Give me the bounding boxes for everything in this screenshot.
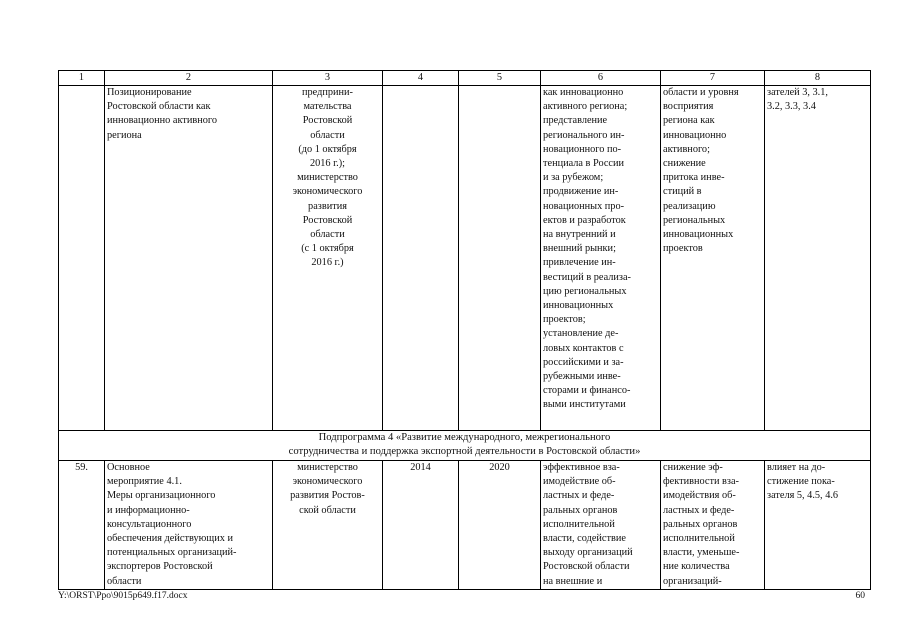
column-number: 4 (383, 71, 459, 86)
text-line: развития Ростов- (290, 490, 365, 502)
text-line: региональных (663, 214, 726, 226)
text-line: снижение эф- (663, 462, 723, 473)
text-line: стижение пока- (767, 476, 835, 488)
start-year-cell (383, 86, 459, 431)
subprogram-row (59, 431, 871, 461)
consequences-cell (661, 86, 765, 431)
text-line: региона (107, 129, 142, 141)
text-line: проектов; (543, 314, 586, 326)
text-line: Ростовской (302, 214, 353, 226)
text-line: потенциальных организаций- (107, 547, 237, 559)
text-line: российскими и за- (543, 356, 624, 368)
text-line: регионального ин- (543, 129, 625, 141)
expected-result-cell (541, 86, 661, 431)
text-line: притока инве- (663, 172, 725, 184)
table-row (59, 461, 871, 590)
start-year-cell: 2014 (383, 461, 459, 590)
text-line: имодействие об- (543, 476, 616, 488)
text-line: министерство (297, 172, 358, 184)
text-line: привлечение ин- (543, 257, 616, 269)
text-line: внешний рынки; (543, 243, 616, 255)
text-line: выми институтами (543, 399, 626, 411)
column-number: 1 (59, 71, 105, 86)
column-number: 6 (541, 71, 661, 86)
text-line: области (107, 575, 142, 587)
footer-file-path: Y:\ORST\Ppo\9015p649.f17.docx (58, 591, 188, 601)
text-line: 3.2, 3.3, 3.4 (767, 101, 816, 113)
text-line: исполнительной (663, 533, 735, 545)
text-line: Ростовской (302, 115, 353, 127)
text-line: имодействия об- (663, 490, 736, 502)
text-line: ектов и разработок (543, 214, 626, 226)
text-line: тенциала в России (543, 158, 625, 170)
text-line: ральных органов (663, 518, 738, 530)
indicator-link-cell (765, 86, 871, 431)
text-line: как инновационно (543, 87, 624, 98)
text-line: выходу организаций (543, 547, 633, 559)
column-number: 7 (661, 71, 765, 86)
text-line: активного региона; (543, 101, 628, 113)
text-line: Позиционирование (107, 87, 192, 98)
text-line: активного; (663, 143, 710, 155)
text-line: зателей 3, 3.1, (767, 87, 828, 98)
executor-cell (273, 86, 383, 431)
text-line: влияет на до- (767, 462, 826, 473)
text-line: вестиций в реализа- (543, 271, 631, 283)
text-line: цию региональных (543, 285, 627, 297)
measure-name-cell (105, 86, 273, 431)
text-line: власти, уменьше- (663, 547, 740, 559)
text-line: (с 1 октября (301, 243, 354, 255)
row-number-cell: 59. (59, 461, 105, 590)
text-line: организаций- (663, 575, 722, 587)
text-line: министерство (297, 462, 358, 473)
text-line: экономического (292, 476, 363, 488)
text-line: стиций в (663, 186, 702, 198)
text-line: консультационного (107, 518, 192, 530)
text-line: и за рубежом; (543, 172, 604, 184)
text-line: предприни- (302, 87, 353, 98)
text-line: и информационно- (107, 504, 190, 516)
text-line: сотрудничества и поддержка экспортной деятельности в Ростовской области» (288, 446, 641, 457)
text-line: снижение (663, 158, 706, 170)
text-line: инновационных (663, 229, 734, 241)
text-line: ластных и феде- (543, 490, 615, 502)
text-line: исполнительной (543, 518, 615, 530)
end-year-cell (459, 86, 541, 431)
text-line: инновационно активного (107, 115, 217, 127)
text-line: Основное (107, 462, 150, 473)
page-number: 60 (855, 591, 865, 601)
text-line: инновационно (663, 129, 727, 141)
text-line: фективности вза- (663, 476, 739, 488)
text-line: мательства (303, 101, 352, 113)
text-line: 2016 г.); (309, 158, 346, 170)
text-line: реализацию (663, 200, 716, 212)
subprogram-title (59, 431, 871, 461)
text-line: области (310, 129, 345, 141)
column-number: 2 (105, 71, 273, 86)
column-number: 3 (273, 71, 383, 86)
text-line: на внешние и (543, 575, 603, 587)
text-line: сторами и финансо- (543, 385, 631, 397)
text-line: области и уровня (663, 87, 739, 98)
expected-result-cell (541, 461, 661, 590)
text-line: мероприятие 4.1. (107, 476, 182, 488)
column-number-row (59, 71, 871, 86)
text-line: эффективное вза- (543, 462, 620, 473)
text-line: 2016 г.) (311, 257, 344, 269)
text-line: Подпрограмма 4 «Развитие международного, межрегионального (318, 432, 611, 443)
text-line: установление де- (543, 328, 619, 340)
row-number-cell (59, 86, 105, 431)
indicator-link-cell (765, 461, 871, 590)
text-line: рубежными инве- (543, 371, 621, 383)
text-line: восприятия (663, 101, 714, 113)
measure-name-cell (105, 461, 273, 590)
text-line: продвижение ин- (543, 186, 619, 198)
executor-cell (273, 461, 383, 590)
text-line: (до 1 октября (298, 143, 357, 155)
column-number: 8 (765, 71, 871, 86)
table-row (59, 86, 871, 431)
text-line: экономического (292, 186, 363, 198)
text-line: развития (308, 200, 347, 212)
text-line: зателя 5, 4.5, 4.6 (767, 490, 839, 502)
text-line: обеспечения действующих и (107, 533, 233, 545)
text-line: области (310, 229, 345, 241)
text-line: региона как (663, 115, 715, 127)
text-line: ральных органов (543, 504, 618, 516)
text-line: Ростовской области как (107, 101, 211, 113)
text-line: на внутренний и (543, 229, 616, 241)
text-line: Меры организационного (107, 490, 216, 502)
text-line: ние количества (663, 561, 730, 573)
text-line: власти, содействие (543, 533, 626, 545)
text-line: ластных и феде- (663, 504, 735, 516)
text-line: экспортеров Ростовской (107, 561, 213, 573)
text-line: новационного по- (543, 143, 622, 155)
text-line: представление (543, 115, 608, 127)
measures-table (58, 70, 871, 590)
text-line: Ростовской области (543, 561, 630, 573)
end-year-cell: 2020 (459, 461, 541, 590)
consequences-cell (661, 461, 765, 590)
text-line: ловых контактов с (543, 342, 624, 354)
text-line: инновационных (543, 300, 614, 312)
text-line: новационных про- (543, 200, 625, 212)
column-number: 5 (459, 71, 541, 86)
text-line: ской области (299, 504, 356, 516)
text-line: проектов (663, 243, 703, 255)
